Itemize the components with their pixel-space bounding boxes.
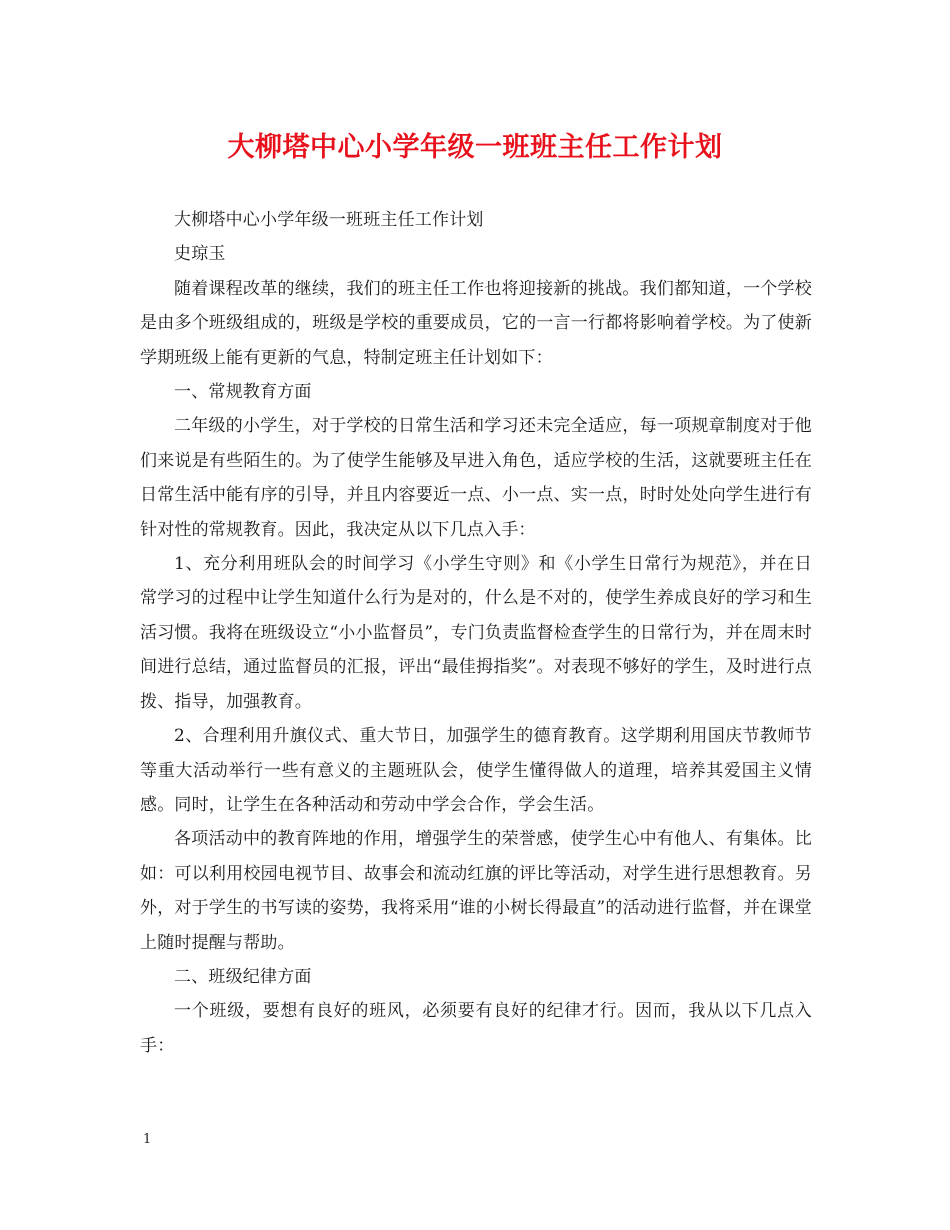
subtitle-paragraph: 大柳塔中心小学年级一班班主任工作计划	[174, 210, 484, 230]
page-number: 1	[143, 1132, 152, 1147]
routine-paragraph: 二年级的小学生，对于学校的日常生活和学习还未完全适应，每一项规章制度对于他们来说是有些陌生的。为了使学生能够及早进入角色，适应学校的生活，这就要班主任在日常生活中能有序的引导，并且内容要近一点、小一点、实一点，时时处处向学生进行有针对性的常规教育。因此，我决定从以下几点入手：	[140, 416, 812, 540]
activities-paragraph: 各项活动中的教育阵地的作用，增强学生的荣誉感，使学生心中有他人、有集体。比如：可以利用校园电视节目、故事会和流动红旗的评比等活动，对学生进行思想教育。另外，对于学生的书写读的姿势，我将采用“谁的小树长得最直”的活动进行监督，并在课堂上随时提醒与帮助。	[140, 829, 812, 953]
discipline-paragraph: 一个班级，要想有良好的班风，必须要有良好的纪律才行。因而，我从以下几点入手：	[140, 1001, 812, 1056]
point-1-paragraph: 1、充分利用班队会的时间学习《小学生守则》和《小学生日常行为规范》，并在日常学习的过程中让学生知道什么行为是对的，什么是不对的，使学生养成良好的学习和生活习惯。我将在班级设立“小小监督员”，专门负责监督检查学生的日常行为，并在周末时间进行总结，通过监督员的汇报，评出“最佳拇指奖”。对表现不够好的学生，及时进行点拨、指导，加强教育。	[140, 554, 812, 712]
document-title: 大柳塔中心小学年级一班班主任工作计划	[227, 132, 723, 163]
intro-paragraph: 随着课程改革的继续，我们的班主任工作也将迎接新的挑战。我们都知道，一个学校是由多个班级组成的，班级是学校的重要成员，它的一言一行都将影响着学校。为了使新学期班级上能有更新的气息，特制定班主任计划如下：	[140, 278, 812, 368]
document-body	[140, 203, 812, 1063]
point-2-paragraph: 2、合理利用升旗仪式、重大节日，加强学生的德育教育。这学期利用国庆节教师节等重大活动举行一些有意义的主题班队会，使学生懂得做人的道理，培养其爱国主义情感。同时，让学生在各种活动和劳动中学会合作，学会生活。	[140, 726, 812, 815]
author-paragraph: 史琼玉	[174, 244, 226, 265]
section-heading-discipline: 二、班级纪律方面	[174, 966, 312, 987]
section-heading-routine: 一、常规教育方面	[174, 382, 312, 403]
